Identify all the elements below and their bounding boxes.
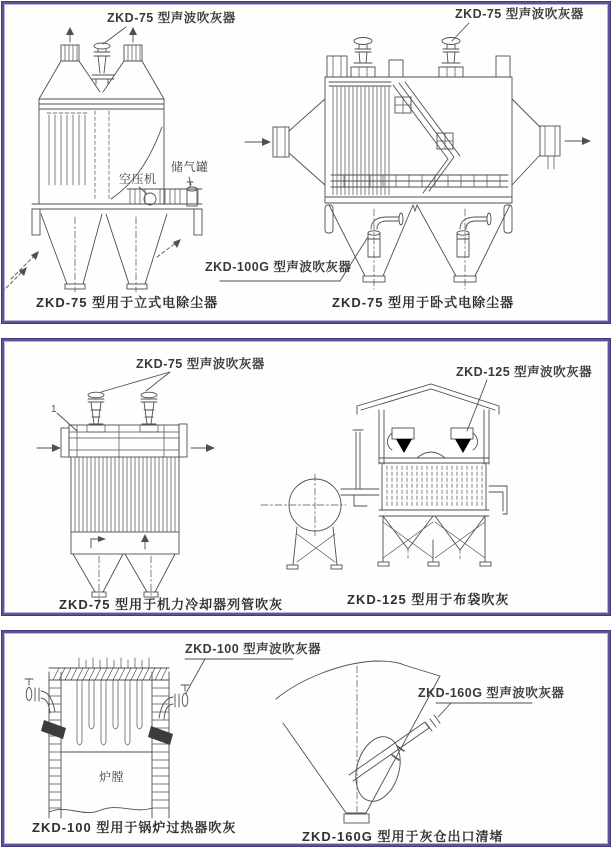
baghouse-caption: ZKD-125 型用于布袋吹灰 xyxy=(347,592,510,607)
boiler-caption: ZKD-100 型用于锅炉过热器吹灰 xyxy=(32,820,237,835)
panel-esp-applications xyxy=(2,2,610,323)
cooler-caption: ZKD-75 型用于机力冷却器列管吹灰 xyxy=(59,597,284,612)
panel-cooler-baghouse xyxy=(2,339,610,615)
boiler-silo-drawing xyxy=(4,633,608,844)
baghouse-art xyxy=(261,380,507,569)
cooler-blower-label: ZKD-75 型声波吹灰器 xyxy=(136,357,265,371)
cooler-item-marker: 1 xyxy=(51,404,57,415)
tank-label: 储气罐 xyxy=(171,160,209,174)
baghouse-blower-label: ZKD-125 型声波吹灰器 xyxy=(456,365,593,379)
vertical-esp-caption: ZKD-75 型用于立式电除尘器 xyxy=(36,295,219,310)
hopper-blower-label: ZKD-100G 型声波吹灰器 xyxy=(205,260,352,274)
compressor-label: 空压机 xyxy=(119,172,157,186)
boiler-blower-label: ZKD-100 型声波吹灰器 xyxy=(185,642,322,656)
cooler-baghouse-drawing xyxy=(4,341,608,613)
mechanical-cooler-art xyxy=(37,372,215,600)
boiler-superheater-art xyxy=(25,658,293,818)
silo-caption: ZKD-160G 型用于灰仓出口清堵 xyxy=(302,829,504,844)
panel-boiler-silo xyxy=(2,631,610,846)
furnace-label: 炉膛 xyxy=(99,770,125,784)
horizontal-esp-blower-label: ZKD-75 型声波吹灰器 xyxy=(455,7,584,21)
horizontal-esp-caption: ZKD-75 型用于卧式电除尘器 xyxy=(332,295,515,310)
silo-blower-label: ZKD-160G 型声波吹灰器 xyxy=(418,686,565,700)
vertical-esp-blower-label: ZKD-75 型声波吹灰器 xyxy=(107,11,236,25)
horizontal-esp-art xyxy=(220,23,591,289)
